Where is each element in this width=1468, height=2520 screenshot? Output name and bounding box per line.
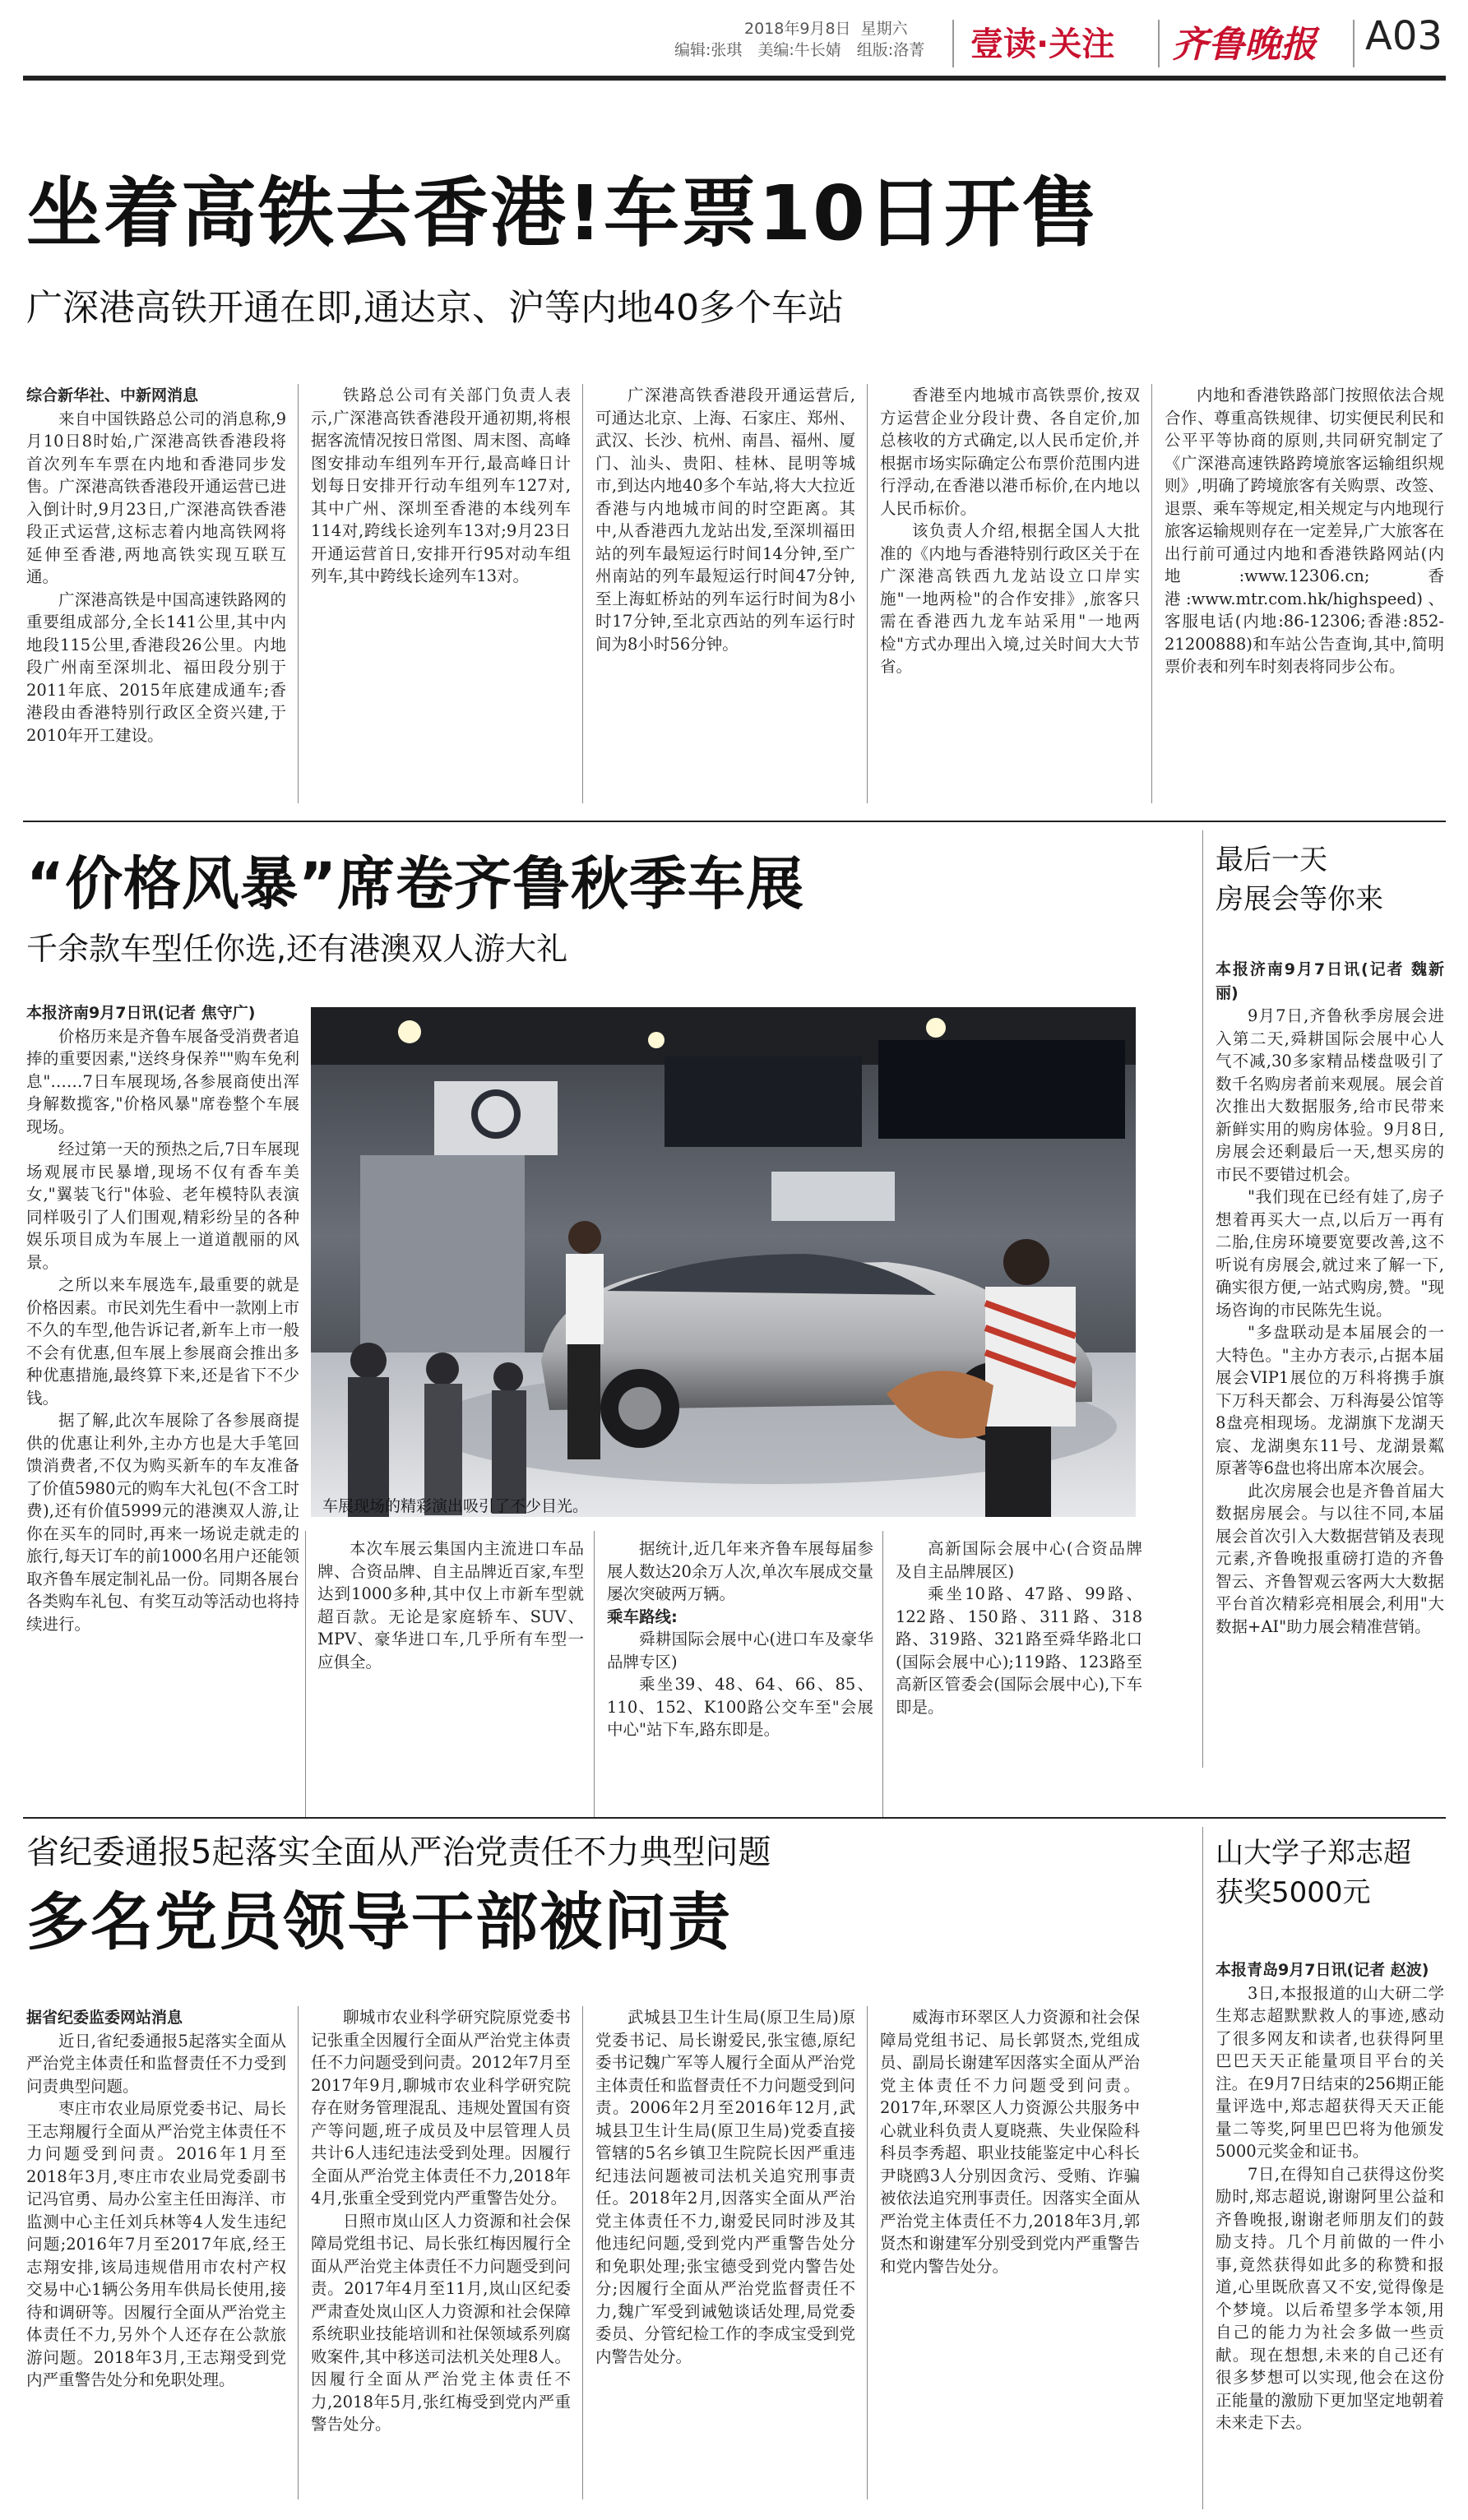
story2-column-4	[896, 1537, 1142, 1825]
story2-paragraph: 价格历来是齐鲁车展备受消费者追捧的重要因素,"送终身保养""购车免利息"……7日车展现场,各参展商使出浑身解数揽客,"价格风暴"席卷整个车展现场。	[26, 1026, 299, 1136]
sidebar1-paragraph: 9月7日,齐鲁秋季房展会进入第二天,舜耕国际会展中心人气不减,30多家精品楼盘吸引了数千名购房者前来观展。展会首次推出大数据服务,给市民带来新鲜实用的购房体验。9月8日,房展会还剩最后一天,想买房的市民不要错过机会。	[1216, 1006, 1444, 1184]
header-staff: 编辑:张琪 美编:牛长婧 组版:洛菁	[674, 41, 925, 59]
story2-column-1	[26, 1001, 299, 1824]
story1-column-5	[1165, 384, 1444, 811]
header-date: 2018年9月8日	[744, 20, 851, 38]
story3-headline: 多名党员领导干部被问责	[26, 1885, 732, 1958]
sidebar1-paragraph: 此次房展会也是齐鲁首届大数据房展会。与以往不同,本届展会首次引入大数据营销及表现元素,齐鲁晚报重磅打造的齐鲁智云、齐鲁智观云客两大大数据平台首次精彩亮相展会,利用"大数据+AI"助力展会精准营销。	[1216, 1481, 1444, 1636]
header-divider	[1158, 20, 1160, 67]
route-paragraph: 舜耕国际会展中心(进口车及豪华品牌专区)	[607, 1630, 873, 1672]
story1-column-3	[595, 384, 855, 811]
sidebar1-title	[1216, 840, 1383, 919]
story3-paragraph: 日照市岚山区人力资源和社会保障局党组书记、局长张红梅因履行全面从严治党主体责任不力问题受到问责。2017年4月至11月,岚山区纪委严肃查处岚山区人力资源和社会保障系统职业技能培训和社保领域系列腐败案件,其中移送司法机关处理8人。因履行全面从严治党主体责任不力,2018年5月,张红梅受到党内严重警告处分。	[311, 2211, 571, 2434]
car-show-photo-illustration	[311, 1007, 1136, 1517]
story3-paragraph: 聊城市农业科学研究院原党委书记张重全因履行全面从严治党主体责任不力问题受到问责。2012年7月至2017年9月,聊城市农业科学研究院存在财务管理混乱、违规处置国有资产等问题,班子成员及中层管理人员共计6人违纪违法受到处理。因履行全面从严治党主体责任不力,2018年4月,张重全受到党内严重警告处分。	[311, 2008, 571, 2208]
story2-column-2	[317, 1537, 584, 1825]
story1-paragraph: 广深港高铁是中国高速铁路网的重要组成部分,全长141公里,其中内地段115公里,香港段26公里。内地段广州南至深圳北、福田段分别于2011年底、2015年底建成通车;香港段由香港特别行政区全资兴建,于2010年开工建设。	[26, 590, 286, 745]
story2-paragraph: 之所以来车展选车,最重要的就是价格因素。市民刘先生看中一款刚上市不久的车型,他告诉记者,新车上市一般不会有优惠,但车展上参展商会推出多种优惠措施,最终算下来,还是省下不少钱。	[26, 1275, 299, 1408]
story1-paragraph: 香港至内地城市高铁票价,按双方运营企业分段计费、各自定价,加总核收的方式确定,以人民币定价,并根据市场实际确定公布票价范围内进行浮动,在香港以港币标价,在内地以人民币标价。	[880, 386, 1140, 518]
header-weekday: 星期六	[860, 20, 908, 38]
story2-dateline: 本报济南9月7日讯(记者 焦守广)	[26, 1004, 256, 1022]
section-rule	[23, 821, 1446, 822]
story1-paragraph: 铁路总公司有关部门负责人表示,广深港高铁香港段开通初期,将根据客流情况按日常图、周末图、高峰图安排动车组列车开行,最高峰日计划每日安排开行动车组列车127对,其中广州、深圳至香港的本线列车114对,跨线长途列车13对;9月23日开通运营首日,安排开行95对动车组列车,其中跨线长途列车13对。	[311, 386, 571, 585]
route-paragraph: 高新国际会展中心(合资品牌及自主品牌展区)	[896, 1539, 1142, 1581]
column-rule	[298, 2006, 299, 2499]
header-rule	[23, 76, 1446, 81]
story2-paragraph: 本次车展云集国内主流进口车品牌、合资品牌、自主品牌近百家,车型达到1000多种,其中仅上市新车型就超百款。无论是家庭轿车、SUV、MPV、豪华进口车,几乎所有车型一应俱全。	[317, 1539, 584, 1672]
story3-paragraph: 武城县卫生计生局(原卫生局)原党委书记、局长谢爱民,张宝德,原纪委书记魏广军等人履行全面从严治党主体责任和监督责任不力问题受到问责。2006年2月至2016年12月,武城县卫生计生局(原卫生局)党委直接管辖的5名乡镇卫生院院长因严重违纪违法问题被司法机关追究刑事责任。2018年2月,因落实全面从严治党主体责任不力,谢爱民同时涉及其他违纪问题,受到党内严重警告处分和免职处理;张宝德受到党内警告处分;因履行全面从严治党监督责任不力,魏广军受到诫勉谈话处理,局党委委员、分管纪检工作的李成宝受到党内警告处分。	[595, 2008, 855, 2366]
sidebar1-paragraph: "多盘联动是本届展会的一大特色。"主办方表示,占据本届展会VIP1展位的万科将携手旗下万科天都会、万科海晏公馆等8盘亮相现场。龙湖旗下龙湖天宸、龙湖奥东11号、龙湖景粼原著等6盘也将出席本次展会。	[1216, 1323, 1444, 1477]
column-rule	[1151, 384, 1152, 803]
sidebar1-paragraph: "我们现在已经有娃了,房子想着再买大一点,以后万一再有二胎,住房环境要宽要改善,这不听说有房展会,就过来了解一下,确实很方便,一站式购房,赞。"现场咨询的市民陈先生说。	[1216, 1187, 1444, 1320]
column-rule	[582, 2006, 583, 2499]
column-rule	[298, 384, 299, 803]
story2-column-3	[607, 1537, 873, 1825]
column-rule	[582, 384, 583, 803]
column-rule	[594, 1531, 595, 1817]
car-show-photo	[311, 1007, 1136, 1517]
sidebar2-title-line1: 山大学子郑志超	[1216, 1837, 1411, 1870]
sidebar1-title-line2: 房展会等你来	[1216, 883, 1383, 916]
story1-paragraph: 该负责人介绍,根据全国人大批准的《内地与香港特别行政区关于在广深港高铁西九龙站设立口岸实施"一地两检"的合作安排》,旅客只需在香港西九龙车站采用"一地两检"方式办理出入境,过关时间大大节省。	[880, 521, 1140, 676]
story1-paragraph: 广深港高铁香港段开通运营后,可通达北京、上海、石家庄、郑州、武汉、长沙、杭州、南昌、福州、厦门、汕头、贵阳、桂林、昆明等城市,到达内地40多个车站,将大大拉近香港与内地城市间的时空距离。其中,从香港西九龙站出发,至深圳福田站的列车最短运行时间14分钟,至广州南站的列车最短运行时间47分钟,至上海虹桥站的列车运行时间为8小时17分钟,至北京西站的列车运行时间为8小时56分钟。	[595, 386, 855, 654]
section-rule	[23, 1817, 1446, 1819]
story3-paragraph: 枣庄市农业局原党委书记、局长王志翔履行全面从严治党主体责任不力问题受到问责。2016年1月至2018年3月,枣庄市农业局党委副书记冯官勇、局办公室主任田海洋、市监测中心主任刘兵林等4人发生违纪问题;2016年7月至2017年底,经王志翔安排,该局违规借用市农村产权交易中心1辆公务用车供局长使用,接待和调研等。因履行全面从严治党主体责任不力,另外个人还存在公款旅游问题。2018年3月,王志翔受到党内严重警告处分和免职处理。	[26, 2099, 286, 2389]
story1-paragraph: 来自中国铁路总公司的消息称,9月10日8时始,广深港高铁香港段将首次列车车票在内地和香港同步发售。广深港高铁香港段开通运营已进入倒计时,9月23日,广深港高铁香港段正式运营,这标志着内地高铁网将延伸至香港,两地高铁实现互联互通。	[26, 409, 286, 586]
story1-dateline: 综合新华社、中新网消息	[26, 386, 199, 405]
story3-paragraph: 威海市环翠区人力资源和社会保障局党组书记、局长郭贤杰,党组成员、副局长谢建军因落实全面从严治党主体责任不力问题受到问责。2017年,环翠区人力资源公共服务中心就业科负责人夏晓燕、失业保险科科员李秀超、职业技能鉴定中心科长尹晓鸥3人分别因贪污、受贿、诈骗被依法追究刑事责任。因落实全面从严治党主体责任不力,2018年3月,郭贤杰和谢建军分别受到党内严重警告和党内警告处分。	[880, 2008, 1140, 2276]
header-divider	[952, 20, 954, 67]
header-section: 壹读·关注	[970, 25, 1115, 63]
sidebar-rule	[1202, 1827, 1203, 2509]
column-rule	[882, 1531, 883, 1817]
sidebar2-paragraph: 3日,本报报道的山大研二学生郑志超默默救人的事迹,感动了很多网友和读者,也获得阿里巴巴天天正能量项目平台的关注。在9月7日结束的256期正能量评选中,郑志超获得天天正能量二等奖,阿里巴巴将为他颁发5000元奖金和证书。	[1216, 1983, 1444, 2161]
story1-headline: 坐着高铁去香港!车票10日开售	[26, 169, 1099, 257]
story3-column-4	[880, 2006, 1140, 2508]
header-date-line	[744, 18, 908, 39]
story2-paragraph: 据了解,此次车展除了各参展商提供的优惠让利外,主办方也是大手笔回馈消费者,不仅为购买新车的车友准备了价值5980元的购车大礼包(不含工时费),还有价值5999元的港澳双人游,让你在买车的同时,再来一场说走就走的旅行,每天订车的前1000名用户还能领取齐鲁车展定制礼品一份。同期各展台各类购车礼包、有奖互动等活动也将持续进行。	[26, 1411, 299, 1634]
story2-subtitle: 千余款车型任你选,还有港澳双人游大礼	[26, 931, 568, 967]
story1-column-2	[311, 384, 571, 811]
story2-headline: “价格风暴”席卷齐鲁秋季车展	[26, 850, 805, 918]
column-rule	[867, 2006, 868, 2499]
sidebar2-title	[1216, 1833, 1411, 1912]
story3-kicker: 省纪委通报5起落实全面从严治党责任不力典型问题	[26, 1833, 771, 1871]
header-divider	[1353, 20, 1355, 67]
story3-column-1	[26, 2006, 286, 2508]
story1-column-1	[26, 384, 286, 811]
route-heading: 乘车路线:	[607, 1607, 678, 1626]
page-number: A03	[1365, 13, 1443, 59]
sidebar1-title-line1: 最后一天	[1216, 844, 1327, 876]
route-paragraph: 乘坐10路、47路、99路、122路、150路、311路、318路、319路、321路至舜华路北口(国际会展中心);119路、123路至高新区管委会(国际会展中心),下车即是。	[896, 1584, 1142, 1717]
column-rule	[867, 384, 868, 803]
story3-dateline: 据省纪委监委网站消息	[26, 2009, 183, 2027]
photo-caption: 车展现场的精彩演出吸引了不少目光。	[322, 1497, 589, 1515]
story3-column-2	[311, 2006, 571, 2508]
sidebar1-body	[1216, 958, 1444, 1764]
story1-column-4	[880, 384, 1140, 811]
story1-paragraph: 内地和香港铁路部门按照依法合规合作、尊重高铁规律、切实便民利民和公平平等协商的原则,共同研究制定了《广深港高速铁路跨境旅客运输组织规则》,明确了跨境旅客有关购票、改签、退票、乘车等规定,相关规定与内地现行旅客运输规则存在一定差异,广大旅客在出行前可通过内地和香港铁路网站(内地:www.12306.cn;香港:www.mtr.com.hk/highspeed)、客服电话(内地:86-12306;香港:852-21200888)和车站公告查询,其中,简明票价表和列车时刻表将同步公布。	[1165, 386, 1444, 676]
sidebar2-paragraph: 7日,在得知自己获得这份奖励时,郑志超说,谢谢阿里公益和齐鲁晚报,谢谢老师朋友们的鼓励支持。几个月前做的一件小事,竟然获得如此多的称赞和报道,心里既欣喜又不安,觉得像是个梦境。以后希望多学本领,用自己的能力为社会多做一些贡献。现在想想,未来的自己还有很多梦想可以实现,他会在这份正能量的激励下更加坚定地朝着未来走下去。	[1216, 2164, 1444, 2432]
story3-column-3	[595, 2006, 855, 2508]
column-rule	[305, 1531, 306, 1817]
sidebar1-dateline: 本报济南9月7日讯(记者 魏新丽)	[1216, 960, 1444, 1002]
story1-subtitle: 广深港高铁开通在即,通达京、沪等内地40多个车站	[26, 287, 844, 329]
sidebar2-dateline: 本报青岛9月7日讯(记者 赵波)	[1216, 1961, 1429, 1979]
sidebar2-title-line2: 获奖5000元	[1216, 1876, 1371, 1909]
newspaper-logo: 齐鲁晚报	[1172, 24, 1317, 66]
sidebar2-body	[1216, 1958, 1444, 2509]
sidebar-rule	[1202, 830, 1203, 1768]
route-paragraph: 乘坐39、48、64、66、85、110、152、K100路公交车至"会展中心"站下车,路东即是。	[607, 1675, 873, 1739]
story2-paragraph: 经过第一天的预热之后,7日车展现场观展市民暴增,现场不仅有香车美女,"翼装飞行"体验、老年模特队表演同样吸引了人们围观,精彩纷呈的各种娱乐项目成为车展上一道道靓丽的风景。	[26, 1140, 299, 1272]
story2-paragraph: 据统计,近几年来齐鲁车展每届参展人数达20余万人次,单次车展成交量屡次突破两万辆。	[607, 1539, 873, 1603]
story3-paragraph: 近日,省纪委通报5起落实全面从严治党主体责任和监督责任不力受到问责典型问题。	[26, 2031, 286, 2096]
